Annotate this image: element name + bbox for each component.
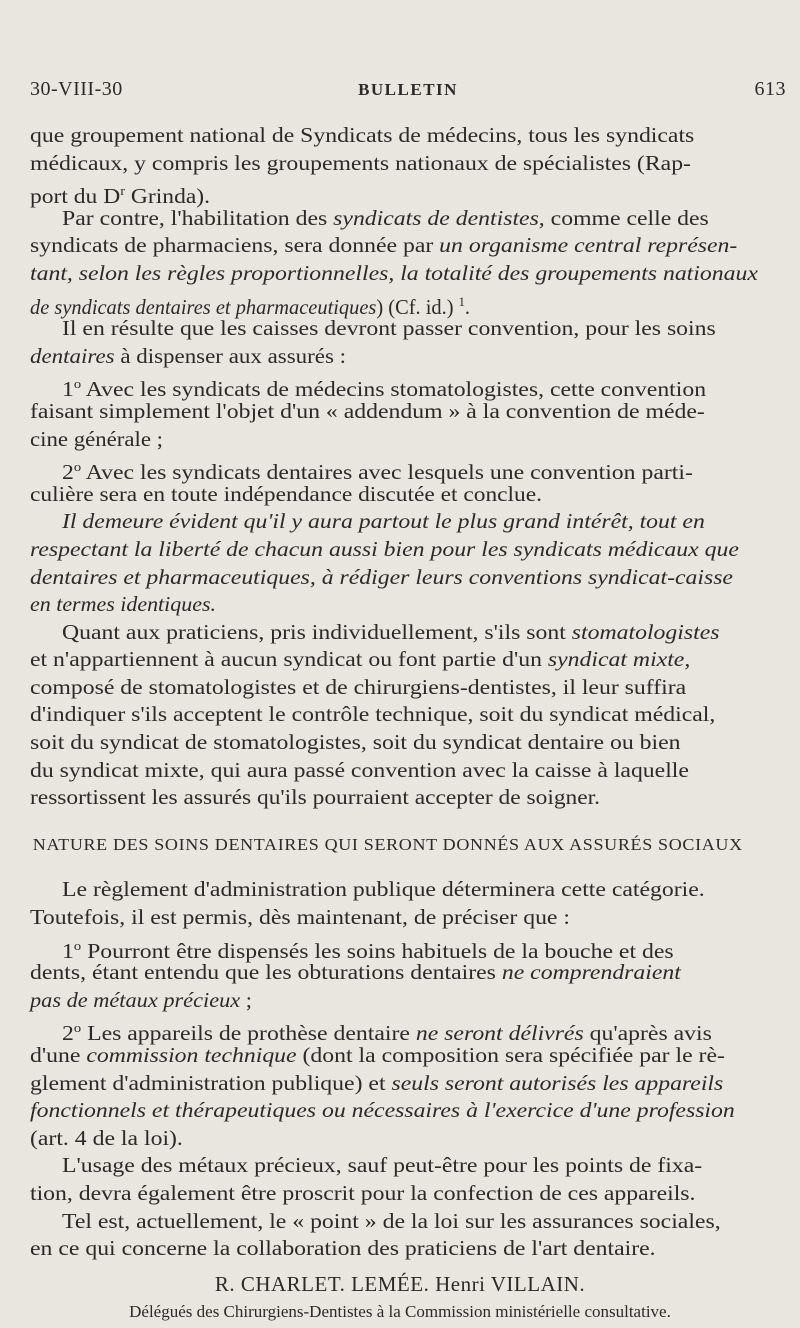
text-line — [0, 398, 800, 426]
text-line — [0, 205, 800, 233]
text-run: Le règlement d'administration publique déterminera cette catégorie. — [62, 877, 705, 902]
text-line — [0, 288, 800, 319]
text-line — [0, 932, 800, 963]
text-run: comme celle des — [544, 205, 709, 230]
text-run: Tel est, actuellement, le « point » de la loi sur les assurances sociales, — [62, 1208, 721, 1233]
text-run: L'usage des métaux précieux, sauf peut-être pour les points de fixa- — [62, 1153, 703, 1178]
text-line — [0, 177, 800, 209]
text-run: et n'appartiennent à aucun syndicat ou font partie d'un — [30, 647, 548, 672]
italic-text: dentaires et pharmaceutiques, à rédiger leurs conventions syndicat-caisse — [30, 564, 733, 589]
text-run: tion, devra également être proscrit pour la confection de ces appareils. — [30, 1180, 696, 1205]
text-run: o — [73, 1020, 82, 1036]
document-body — [0, 122, 800, 1326]
italic-text: seuls seront autorisés les appareils — [391, 1070, 724, 1095]
text-line — [0, 1125, 800, 1153]
text-line — [0, 987, 800, 1015]
text-line — [0, 453, 800, 485]
text-run: d'indiquer s'ils acceptent le contrôle technique, soit du syndicat médical, — [30, 702, 716, 727]
italic-text: un organisme central représen- — [439, 233, 738, 258]
text-line — [0, 564, 800, 592]
text-line — [0, 315, 800, 343]
text-run: à dispenser aux assurés : — [114, 343, 346, 368]
italic-text: fonctionnels et thérapeutiques — [30, 1098, 317, 1123]
text-run: en ce qui concerne la collaboration des praticiens de l'art dentaire. — [30, 1236, 656, 1261]
italic-text: dentaires — [30, 343, 115, 368]
text-line — [0, 876, 800, 904]
text-run: (art. 4 de la loi). — [30, 1125, 183, 1150]
text-run: 1 — [458, 293, 465, 309]
text-line — [0, 729, 800, 757]
italic-text: ou nécessaires à l'exercice d'une profession — [321, 1098, 735, 1123]
text-line — [0, 674, 800, 702]
italic-text: pas de métaux précieux — [30, 987, 241, 1012]
text-run: 1 — [62, 377, 74, 402]
text-line — [0, 232, 800, 260]
text-run: du syndicat mixte, qui aura passé convention avec la caisse à laquelle — [30, 757, 689, 782]
text-line — [0, 122, 800, 150]
text-run: culière sera en toute indépendance discutée et conclue. — [30, 481, 542, 506]
text-line — [0, 904, 800, 932]
text-run: composé de stomatologistes et de chirurgiens-dentistes, il leur suffira — [30, 674, 687, 699]
text-run: syndicats de pharmaciens, sera donnée par — [30, 233, 440, 258]
text-line — [0, 1208, 800, 1236]
text-run: r — [120, 183, 126, 199]
text-run: 2 — [62, 460, 74, 485]
text-line — [0, 343, 800, 371]
text-run: o — [73, 459, 82, 475]
text-run: qu'après avis — [583, 1021, 712, 1046]
text-line — [0, 959, 800, 987]
text-line — [0, 784, 800, 812]
text-run: cine générale ; — [30, 426, 163, 451]
italic-text: en termes identiques. — [30, 592, 216, 617]
text-line — [0, 619, 800, 647]
text-run: 2 — [62, 1021, 74, 1046]
page-number: 613 — [754, 78, 786, 100]
text-run: médicaux, y compris les groupements nationaux de spécialistes (Rap- — [30, 150, 691, 175]
section-heading: NATURE DES SOINS DENTAIRES QUI SERONT DONNÉS AUX ASSURÉS SOCIAUX — [32, 834, 743, 854]
text-run: d'une — [30, 1043, 87, 1067]
italic-text: syndicat mixte, — [547, 647, 691, 672]
text-run: que groupement national de Syndicats de médecins, tous les syndicats — [30, 123, 695, 147]
text-run: ressortissent les assurés qu'ils pourraient accepter de soigner. — [30, 785, 600, 810]
text-run: Avec les syndicats dentaires avec lesquels une convention parti- — [81, 460, 693, 485]
signature-note: Délégués des Chirurgiens-Dentistes à la Commission ministérielle consultative. — [129, 1302, 671, 1322]
text-run: ; — [240, 987, 252, 1012]
italic-text: de syndicats dentaires et pharmaceutiques — [30, 294, 377, 319]
text-run: port du D — [30, 184, 121, 209]
text-line — [0, 1042, 800, 1070]
italic-text: syndicats de dentistes, — [333, 205, 545, 230]
text-line — [0, 426, 800, 454]
running-header — [30, 78, 786, 108]
text-run: Les appareils de prothèse dentaire — [81, 1021, 416, 1046]
italic-text: commission technique — [86, 1043, 297, 1067]
text-run: Grinda). — [125, 184, 210, 209]
italic-text: Il demeure évident qu'il y aura partout le plus grand intérêt, tout en — [62, 509, 705, 534]
text-line — [0, 591, 800, 619]
text-line — [0, 1180, 800, 1208]
italic-text: respectant la liberté de chacun aussi bien pour les syndicats médicaux que — [30, 536, 739, 561]
italic-text: ne seront délivrés — [415, 1021, 584, 1046]
italic-text: stomatologistes — [571, 619, 720, 644]
text-line — [0, 260, 800, 288]
text-run: soit du syndicat de stomatologistes, soit du syndicat dentaire ou bien — [30, 730, 681, 755]
header-title: BULLETIN — [358, 80, 458, 99]
text-run: o — [73, 937, 82, 953]
text-run: 1 — [62, 938, 74, 963]
text-block-2 — [0, 876, 800, 1262]
text-run: ) (Cf. id.) — [376, 294, 459, 319]
text-line — [0, 1235, 800, 1263]
text-run: faisant simplement l'objet d'un « addendum » à la convention de méde- — [30, 398, 705, 423]
text-run: Pourront être dispensés les soins habituels de la bouche et des — [81, 938, 674, 963]
text-run: o — [73, 376, 82, 392]
text-run: Il en résulte que les caisses devront passer convention, pour les soins — [62, 316, 716, 341]
text-line — [0, 1070, 800, 1098]
text-run: (dont la composition sera spécifiée par le rè- — [296, 1043, 725, 1067]
text-run: Avec les syndicats de médecins stomatologistes, cette convention — [81, 377, 707, 402]
text-block-1 — [0, 122, 800, 812]
text-line — [0, 1097, 800, 1125]
text-run: Toutefois, il est permis, dès maintenant, de préciser que : — [30, 905, 570, 930]
header-date: 30-VIII-30 — [30, 78, 123, 100]
text-line — [0, 536, 800, 564]
text-run: dents, étant entendu que les obturations dentaires — [30, 960, 502, 985]
text-line — [0, 701, 800, 729]
text-line — [0, 1152, 800, 1180]
text-line — [0, 646, 800, 674]
italic-text: ne comprendraient — [501, 960, 681, 985]
text-line — [0, 1014, 800, 1046]
text-run: Par contre, l'habilitation des — [62, 205, 334, 230]
text-line — [0, 508, 800, 536]
text-run: glement d'administration publique) et — [30, 1070, 392, 1095]
text-line — [0, 370, 800, 402]
text-run: Quant aux praticiens, pris individuellement, s'ils sont — [62, 619, 572, 644]
italic-text: tant, selon les règles proportionnelles, la totalité des groupements nationaux — [30, 260, 758, 285]
text-run: . — [464, 294, 470, 319]
text-line — [0, 757, 800, 785]
signature: R. CHARLET. LEMÉE. Henri VILLAIN. — [214, 1271, 586, 1296]
text-line — [0, 150, 800, 178]
